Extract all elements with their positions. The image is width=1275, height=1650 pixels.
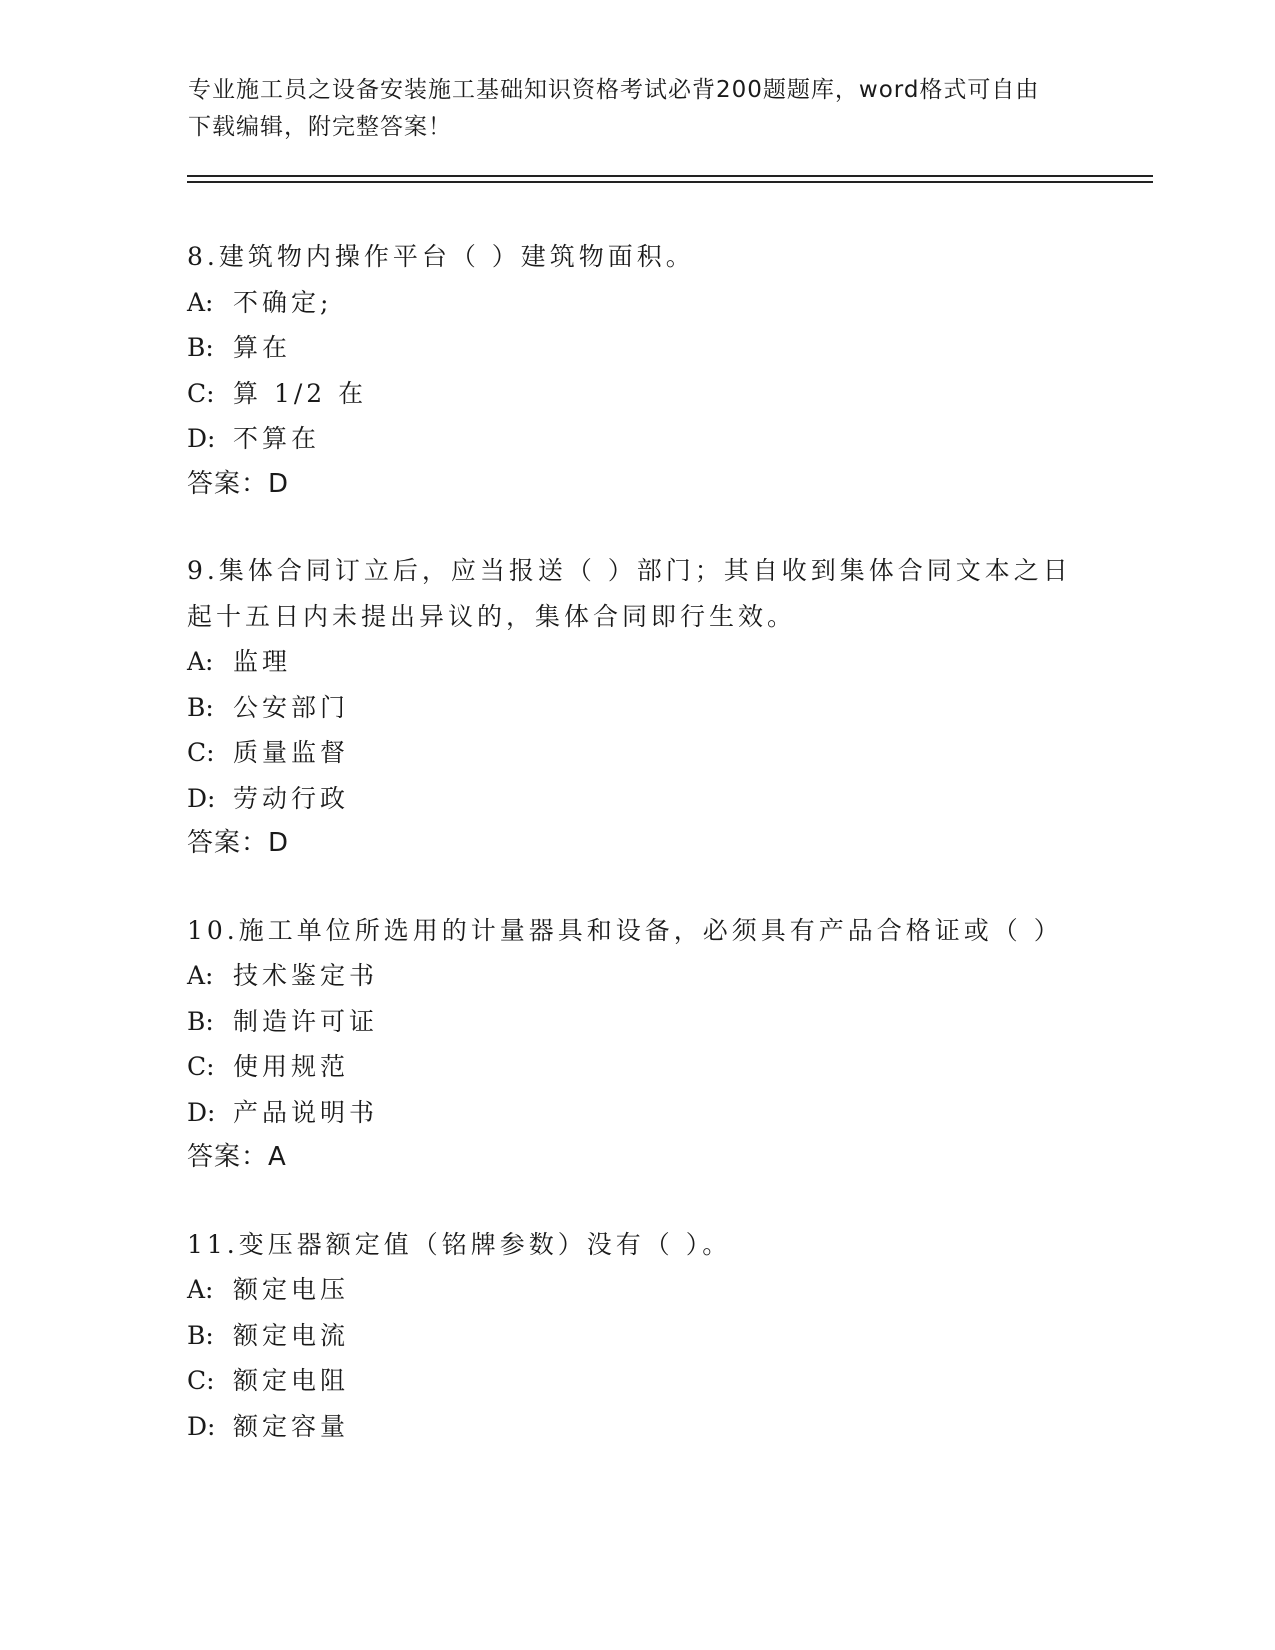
question-block xyxy=(187,548,1087,867)
answer-value: D xyxy=(268,468,290,499)
option-letter: B: xyxy=(187,1006,214,1036)
option-letter: A: xyxy=(187,647,214,676)
question-stem: 起十五日内未提出异议的，集体合同即行生效。 xyxy=(187,601,797,631)
answer-option xyxy=(187,953,1087,999)
option-text: 使用规范 xyxy=(233,1052,350,1081)
option-letter: B: xyxy=(187,692,214,722)
answer-option xyxy=(187,639,1087,685)
option-text: 不算在 xyxy=(233,424,321,453)
question-stem: 9.集体合同订立后，应当报送（ ）部门；其自收到集体合同文本之日 xyxy=(187,556,1072,585)
option-text: 产品说明书 xyxy=(233,1097,379,1127)
answer-value: D xyxy=(268,828,290,858)
answer-option xyxy=(187,1404,1087,1450)
header-divider-top xyxy=(187,175,1153,177)
answer-label: 答案： xyxy=(187,468,269,499)
answer-option xyxy=(187,325,1087,371)
document-header xyxy=(188,72,1068,146)
header-title-line-1: 专业施工员之设备安装施工基础知识资格考试必背200题题库，word格式可自由 xyxy=(188,77,1040,103)
option-letter: D: xyxy=(187,1097,216,1127)
option-letter: D: xyxy=(187,424,216,453)
answer-option xyxy=(187,371,1087,417)
option-letter: B: xyxy=(187,333,214,362)
option-text: 技术鉴定书 xyxy=(233,961,379,990)
option-letter: C: xyxy=(187,1052,215,1081)
answer-option xyxy=(187,416,1087,462)
question-stem: 11.变压器额定值（铭牌参数）没有（ ）。 xyxy=(187,1229,732,1259)
option-letter: B: xyxy=(187,1320,214,1350)
answer-line xyxy=(187,821,1087,867)
answer-option xyxy=(187,1313,1087,1359)
question-list xyxy=(187,234,1087,1490)
answer-line xyxy=(187,462,1087,508)
answer-option xyxy=(187,1267,1087,1313)
option-text: 算在 xyxy=(233,333,292,362)
option-text: 额定电压 xyxy=(233,1275,350,1304)
option-letter: A: xyxy=(187,961,214,990)
option-letter: A: xyxy=(187,1275,214,1304)
answer-option xyxy=(187,1090,1087,1136)
question-block xyxy=(187,1222,1087,1450)
option-letter: C: xyxy=(187,1366,215,1395)
question-stem: 8.建筑物内操作平台（ ）建筑物面积。 xyxy=(187,242,695,271)
answer-label: 答案： xyxy=(187,828,269,858)
option-text: 监理 xyxy=(233,647,292,676)
answer-line xyxy=(187,1135,1087,1181)
option-text: 不确定; xyxy=(233,287,333,317)
answer-option xyxy=(187,1358,1087,1404)
option-text: 额定容量 xyxy=(233,1411,350,1441)
answer-option xyxy=(187,730,1087,776)
option-text: 公安部门 xyxy=(233,692,350,722)
option-text: 劳动行政 xyxy=(233,783,350,813)
answer-option xyxy=(187,999,1087,1045)
answer-label: 答案： xyxy=(187,1142,269,1172)
answer-value: A xyxy=(268,1142,287,1172)
option-text: 制造许可证 xyxy=(233,1006,379,1036)
option-text: 额定电流 xyxy=(233,1320,350,1350)
question-block xyxy=(187,234,1087,507)
answer-option xyxy=(187,1044,1087,1090)
header-title-line-2: 下载编辑，附完整答案！ xyxy=(188,114,452,140)
option-letter: C: xyxy=(187,378,215,408)
option-text: 额定电阻 xyxy=(233,1366,350,1395)
question-stem: 10.施工单位所选用的计量器具和设备，必须具有产品合格证或（ ） xyxy=(187,915,1063,945)
question-block xyxy=(187,908,1087,1181)
answer-option xyxy=(187,685,1087,731)
option-letter: D: xyxy=(187,783,216,813)
option-text: 算 1/2 在 xyxy=(233,378,368,408)
option-letter: C: xyxy=(187,738,215,767)
option-letter: A: xyxy=(187,287,214,317)
answer-option xyxy=(187,280,1087,326)
option-letter: D: xyxy=(187,1411,216,1441)
header-divider-bottom xyxy=(187,181,1153,183)
answer-option xyxy=(187,776,1087,822)
option-text: 质量监督 xyxy=(233,738,350,767)
